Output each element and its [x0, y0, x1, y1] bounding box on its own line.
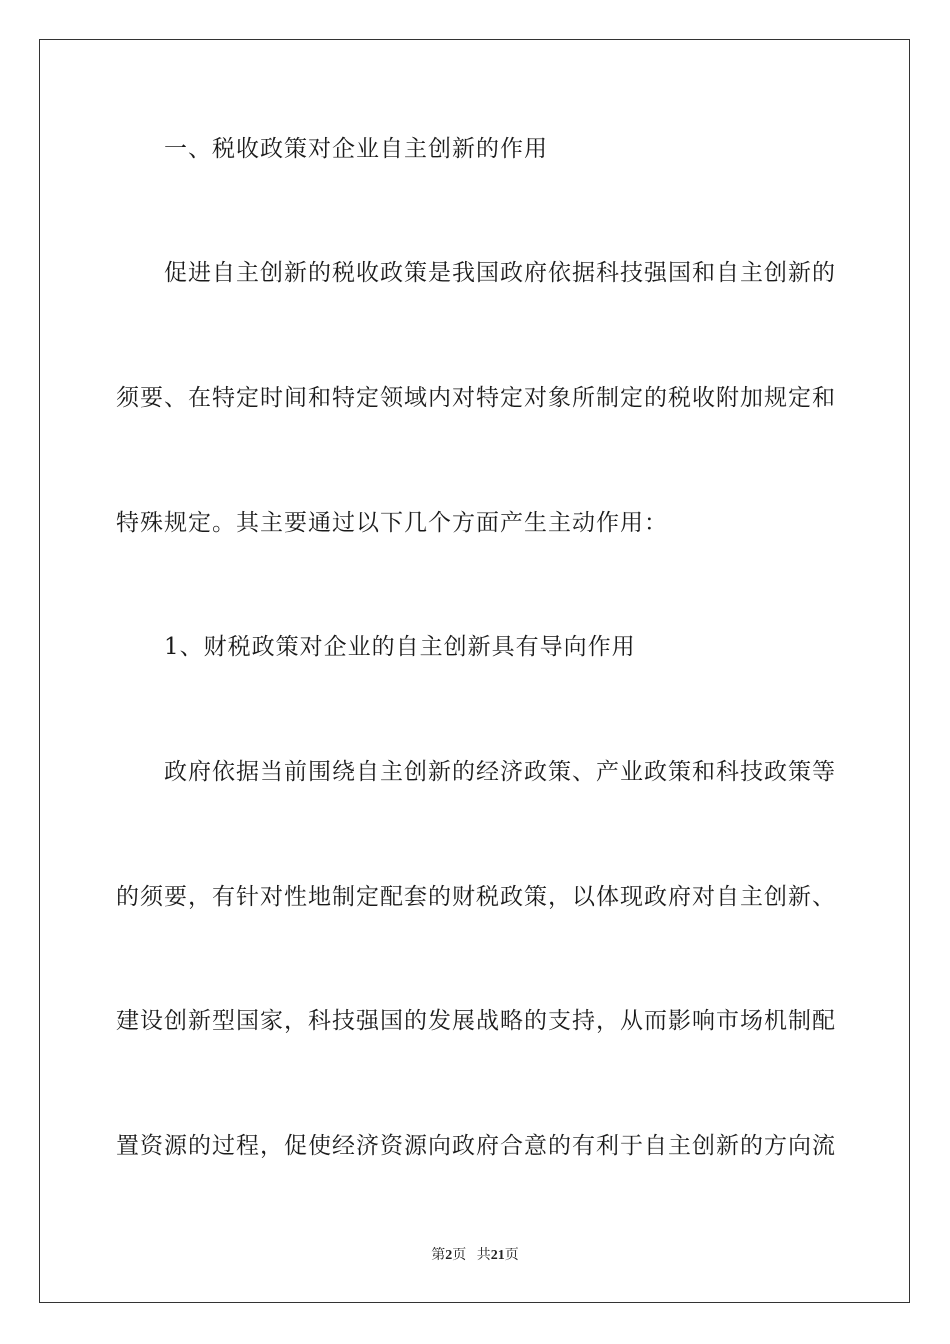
page-footer	[0, 1247, 950, 1265]
paragraph-line: 须要、在特定时间和特定领域内对特定对象所制定的税收附加规定和	[116, 385, 836, 411]
section-heading: 一、税收政策对企业自主创新的作用	[164, 136, 548, 162]
paragraph-line: 特殊规定。其主要通过以下几个方面产生主动作用：	[116, 510, 668, 536]
total-suffix: 页	[504, 1248, 519, 1263]
paragraph-line: 的须要，有针对性地制定配套的财税政策，以体现政府对自主创新、	[116, 884, 836, 910]
page-border	[39, 39, 910, 1303]
paragraph-line: 政府依据当前围绕自主创新的经济政策、产业政策和科技政策等	[164, 759, 836, 785]
paragraph-line: 建设创新型国家，科技强国的发展战略的支持，从而影响市场机制配	[116, 1008, 836, 1034]
sub-heading: 1、财税政策对企业的自主创新具有导向作用	[164, 634, 636, 660]
total-prefix: 共	[476, 1248, 491, 1263]
page-suffix: 页	[452, 1248, 467, 1263]
total-pages: 21	[490, 1248, 505, 1263]
paragraph-line: 促进自主创新的税收政策是我国政府依据科技强国和自主创新的	[164, 260, 836, 286]
page-number: 2	[445, 1248, 453, 1263]
paragraph-line: 置资源的过程，促使经济资源向政府合意的有利于自主创新的方向流	[116, 1133, 836, 1159]
page-prefix: 第	[431, 1248, 446, 1263]
